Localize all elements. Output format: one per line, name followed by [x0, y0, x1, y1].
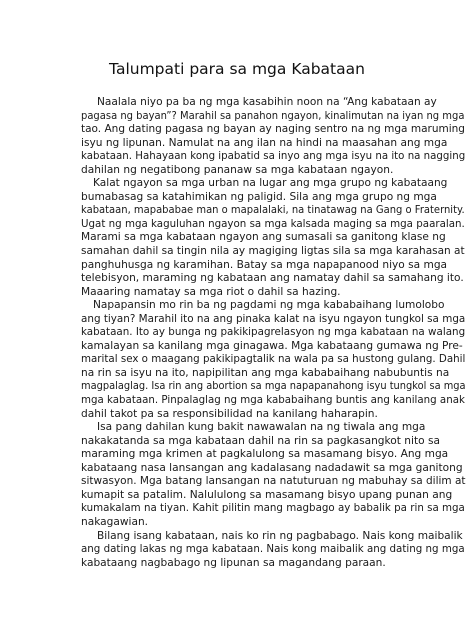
text-line: kumakalam na tiyan. Kahit pilitin mang magbago ay babalik pa rin sa mga — [81, 502, 465, 515]
text-line: dahil takot pa sa responsibilidad na kanilang haharapin. — [81, 407, 378, 420]
text-line: pagasa ng bayan”? Marahil sa panahon ngayon, kinalimutan na iyan ng mga — [81, 109, 465, 122]
text-line: nakakatanda sa mga kabataan dahil na rin sa pagkasangkot nito sa — [81, 434, 440, 447]
text-line: marital sex o maagang pakikipagtalik na wala pa sa hustong gulang. Dahil — [81, 353, 466, 366]
text-line: Ugat ng mga kaguluhan ngayon sa mga kalsada maging sa mga paaralan. — [81, 217, 465, 230]
text-line: kabataan. Hahayaan kong ipabatid sa inyo ang mga isyu na ito na nagging — [81, 150, 466, 163]
text-line: Napapansin mo rin ba ng pagdami ng mga kababaihang lumolobo — [93, 299, 445, 312]
text-line: Isa pang dahilan kung bakit nawawalan na ng tiwala ang mga — [97, 421, 426, 434]
text-line: bumabasag sa katahimikan ng paligid. Sila ang mga grupo ng mga — [81, 190, 437, 203]
text-line: kabataang nasa lansangan ang kadalasang nadadawit sa mga ganitong — [81, 461, 463, 474]
text-line: magpalaglag. Isa rin ang abortion sa mga napapanahong isyu tungkol sa mga — [81, 380, 466, 393]
text-line: ang tiyan? Marahil ito na ang pinaka kalat na isyu ngayon tungkol sa mga — [81, 312, 466, 325]
document-body — [81, 96, 466, 570]
text-line: maraming mga krimen at pagkalulong sa masamang bisyo. Ang mga — [81, 448, 449, 461]
text-line: panghuhusga ng karamihan. Batay sa mga napapanood niyo sa mga — [81, 258, 448, 271]
text-line: Kalat ngayon sa mga urban na lugar ang mga grupo ng kabataang — [93, 177, 448, 190]
text-line: kabataan. Ito ay bunga ng pakikipagrelasyon ng mga kabataan na walang — [81, 326, 466, 339]
text-line: telebisyon, maraming ng kabataan ang namatay dahil sa samahang ito. — [81, 272, 464, 285]
text-line: Naalala niyo pa ba ng mga kasabihin noon na “Ang kabataan ay — [97, 96, 437, 108]
text-line: Maaaring namatay sa mga riot o dahil sa hazing. — [81, 285, 341, 298]
text-line: tao. Ang dating pagasa ng bayan ay naging sentro na ng mga maruming — [81, 123, 465, 136]
text-line: mga kabataan. Pinpalaglag ng mga kababaihang buntis ang kanilang anak — [81, 394, 465, 407]
text-line: na rin sa isyu na ito, napipilitan ang mga kababaihang nabubuntis na — [81, 366, 450, 379]
text-line: kabataan, mapababae man o mapalalaki, na tinatawag na Gang o Fraternity. — [81, 204, 465, 217]
text-line: samahan dahil sa tingin nila ay magiging ligtas sila sa mga karahasan at — [81, 245, 465, 258]
text-line: Marami sa mga kabataan ngayon ang sumasali sa ganitong klase ng — [81, 231, 446, 244]
text-line: Bilang isang kabataan, nais ko rin ng pagbabago. Nais kong maibalik — [97, 529, 463, 542]
text-line: kabataang nagbabago ng lipunan sa magandang paraan. — [81, 556, 386, 569]
document-title: Talumpati para sa mga Kabataan — [109, 60, 365, 78]
text-line: dahilan ng negatibong pananaw sa mga kabataan ngayon. — [81, 163, 394, 176]
text-line: ang dating lakas ng mga kabataan. Nais kong maibalik ang dating ng mga — [81, 543, 465, 556]
text-line: kumapit sa patalim. Nalululong sa masamang bisyo upang punan ang — [81, 488, 453, 501]
text-line: kamalayan sa kanilang mga ginagawa. Mga kabataang gumawa ng Pre- — [81, 339, 463, 352]
text-line: sitwasyon. Mga batang lansangan na natuturuan ng mabuhay sa dilim at — [81, 475, 466, 488]
text-line: nakagawian. — [81, 515, 149, 528]
text-line: isyu ng lipunan. Namulat na ang ilan na hindi na maasahan ang mga — [81, 136, 448, 149]
